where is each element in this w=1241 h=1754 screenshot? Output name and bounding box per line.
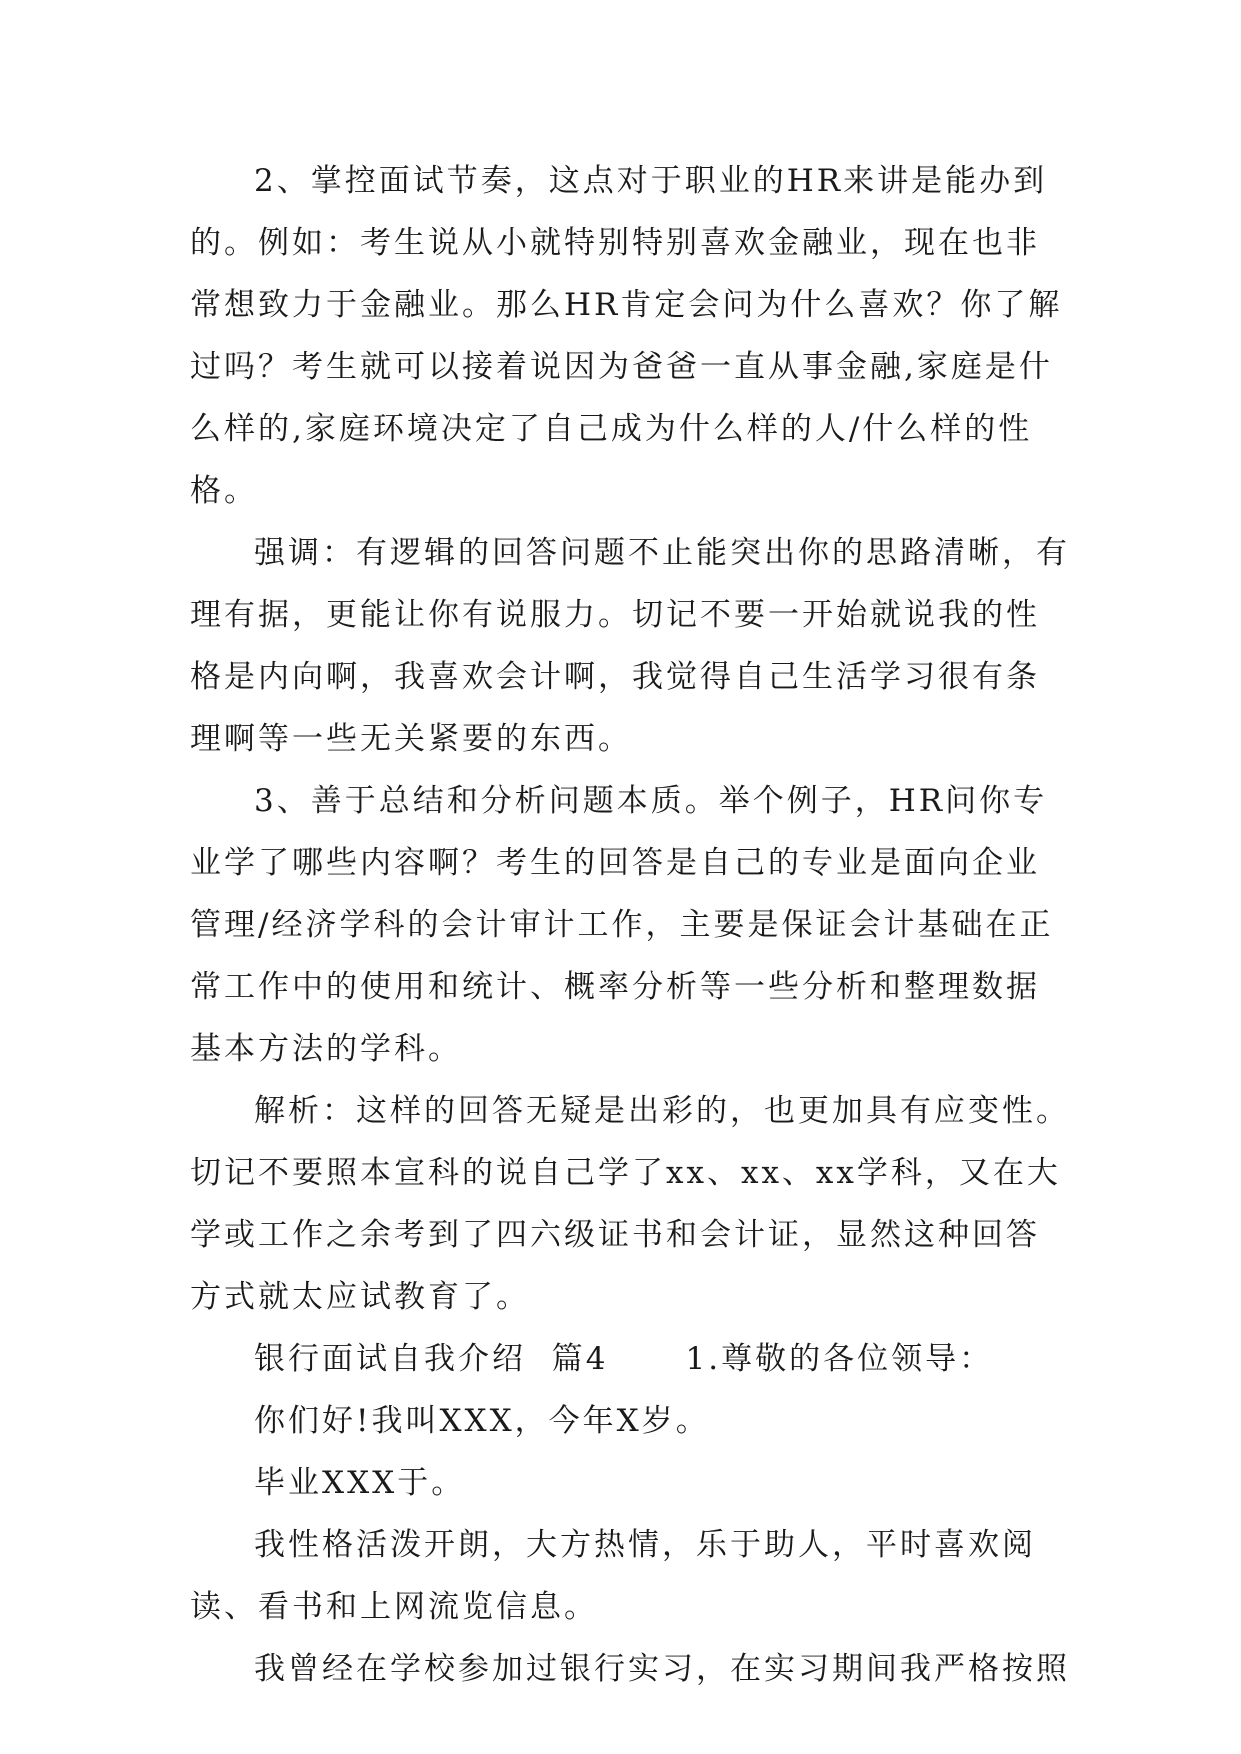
paragraph-analysis: 解析：这样的回答无疑是出彩的，也更加具有应变性。切记不要照本宣科的说自己学了xx、xx、xx学科，又在大学或工作之余考到了四六级证书和会计证，显然这种回答方式就太应试教育了。	[190, 1093, 1070, 1315]
paragraph-interview-rhythm: 2、掌控面试节奏，这点对于职业的HR来讲是能办到的。例如：考生说从小就特别特别喜欢金融业，现在也非常想致力于金融业。那么HR肯定会问为什么喜欢？你了解过吗？考生就可以接着说因为爸爸一直从事金融,家庭是什么样的,家庭环境决定了自己成为什么样的人/什么样的性格。	[190, 163, 1063, 509]
paragraph-greeting: 你们好!我叫XXX，今年X岁。	[254, 1403, 710, 1439]
document-body	[190, 150, 1070, 1700]
paragraph-graduation: 毕业XXX于。	[254, 1465, 466, 1501]
paragraph-emphasis: 强调：有逻辑的回答问题不止能突出你的思路清晰，有理有据，更能让你有说服力。切记不要一开始就说我的性格是内向啊，我喜欢会计啊，我觉得自己生活学习很有条理啊等一些无关紧要的东西。	[190, 535, 1070, 757]
paragraph-internship: 我曾经在学校参加过银行实习，在实习期间我严格按照	[254, 1651, 1070, 1687]
paragraph-section-heading: 银行面试自我介绍 篇4 1.尊敬的各位领导：	[254, 1341, 994, 1377]
paragraph-personality: 我性格活泼开朗，大方热情，乐于助人，平时喜欢阅读、看书和上网流览信息。	[190, 1527, 1036, 1625]
paragraph-summarize-analyze: 3、善于总结和分析问题本质。举个例子，HR问你专业学了哪些内容啊？考生的回答是自己的专业是面向企业管理/经济学科的会计审计工作，主要是保证会计基础在正常工作中的使用和统计、概率分析等一些分析和整理数据基本方法的学科。	[190, 783, 1054, 1067]
